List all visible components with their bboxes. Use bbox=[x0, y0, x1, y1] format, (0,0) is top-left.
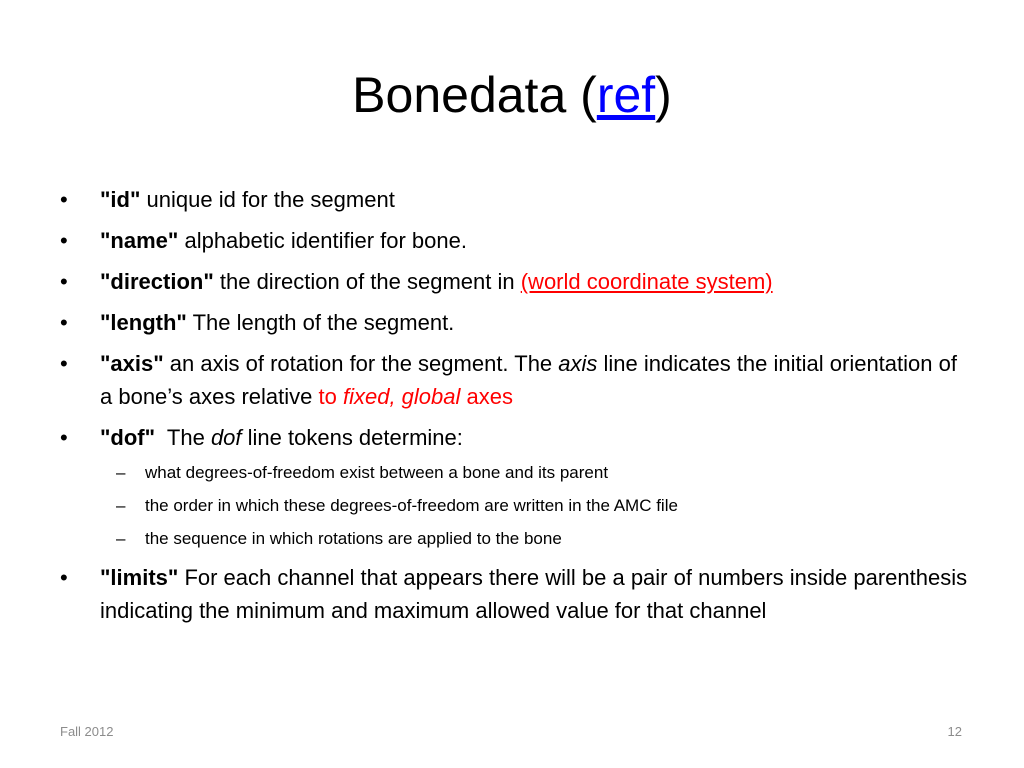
bullet-key: "axis" bbox=[100, 351, 164, 376]
sub-bullet-dash: – bbox=[116, 463, 126, 482]
bullet-italic-term: axis bbox=[558, 351, 598, 376]
bullet-text: unique id for the segment bbox=[140, 187, 395, 212]
bullet-limits bbox=[60, 561, 970, 627]
sub-bullet bbox=[60, 528, 970, 550]
highlight-italic-text: fixed, global bbox=[342, 384, 461, 409]
sub-bullet-text: the order in which these degrees-of-freedom are written in the AMC file bbox=[145, 496, 678, 515]
bullet-text: For each channel that appears there will be a pair of numbers inside parenthesis indicating the minimum and maximum allowed value for that channel bbox=[100, 565, 968, 623]
bullet-text: The bbox=[155, 425, 211, 450]
footer-date: Fall 2012 bbox=[60, 724, 114, 739]
bullet-key: "dof" bbox=[100, 425, 156, 450]
slide-title bbox=[0, 62, 1024, 128]
bullet-length bbox=[60, 306, 970, 339]
bullet-list bbox=[60, 183, 970, 635]
title-close-paren: ) bbox=[655, 67, 672, 123]
bullet-dof bbox=[60, 421, 970, 454]
ref-link[interactable]: ref bbox=[596, 67, 656, 123]
sub-bullet-text: the sequence in which rotations are applied to the bone bbox=[145, 529, 562, 548]
bullet-axis bbox=[60, 347, 970, 413]
bullet-text: an axis of rotation for the segment. The bbox=[163, 351, 559, 376]
bullet-dot: • bbox=[60, 351, 68, 376]
bullet-direction bbox=[60, 265, 970, 298]
bullet-text: alphabetic identifier for bone. bbox=[178, 228, 467, 253]
sub-bullet-text: what degrees-of-freedom exist between a bone and its parent bbox=[145, 463, 609, 482]
sub-bullet bbox=[60, 462, 970, 484]
bullet-key: "limits" bbox=[100, 565, 179, 590]
sub-bullet bbox=[60, 495, 970, 517]
title-text: Bonedata ( bbox=[352, 67, 597, 123]
highlight-text: axes bbox=[460, 384, 513, 409]
bullet-key: "id" bbox=[100, 187, 141, 212]
sub-bullet-dash: – bbox=[116, 496, 126, 515]
bullet-italic-term: dof bbox=[210, 425, 242, 450]
slide-number: 12 bbox=[947, 724, 962, 739]
world-coordinate-link[interactable]: (world coordinate system) bbox=[520, 269, 773, 294]
bullet-dot: • bbox=[60, 425, 68, 450]
bullet-dot: • bbox=[60, 228, 68, 253]
bullet-dot: • bbox=[60, 187, 68, 212]
dof-sub-list bbox=[60, 462, 970, 550]
bullet-dot: • bbox=[60, 310, 68, 335]
highlight-text: to bbox=[318, 384, 343, 409]
bullet-text: the direction of the segment in bbox=[213, 269, 521, 294]
sub-bullet-dash: – bbox=[116, 529, 126, 548]
bullet-text: line tokens determine: bbox=[241, 425, 463, 450]
bullet-key: "direction" bbox=[100, 269, 214, 294]
bullet-dot: • bbox=[60, 565, 68, 590]
bullet-key: "length" bbox=[100, 310, 187, 335]
bullet-name bbox=[60, 224, 970, 257]
bullet-dot: • bbox=[60, 269, 68, 294]
bullet-key: "name" bbox=[100, 228, 179, 253]
bullet-text: The length of the segment. bbox=[186, 310, 455, 335]
bullet-id bbox=[60, 183, 970, 216]
bullet-text: line indicates the initial orientation of a bone’s axes relative bbox=[100, 351, 957, 409]
